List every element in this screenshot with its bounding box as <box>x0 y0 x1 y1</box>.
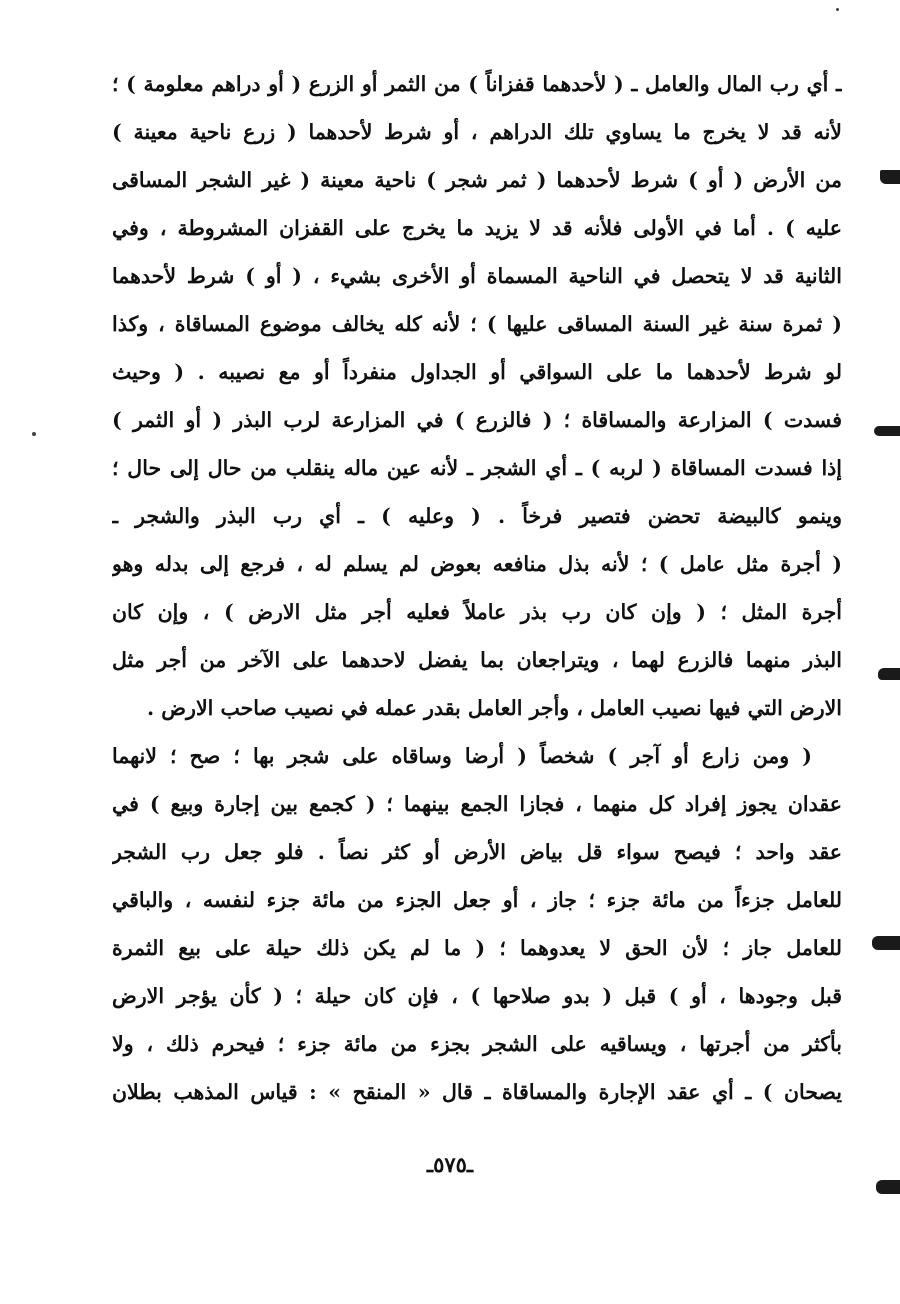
text-line: الثانية قد لا يتحصل في الناحية المسماة أو الأخرى بشيء ، ( أو ) شرط لأحدهما <box>112 264 842 288</box>
text-line: من الأرض ( أو ) شرط لأحدهما ( ثمر شجر ) ناحية معينة ( غير الشجر المساقى <box>112 168 842 192</box>
text-line: عليه ) . أما في الأولى فلأنه قد لا يزيد ما يخرج على القفزان المشروطة ، وفي <box>112 216 842 240</box>
text-line: وينمو كالبيضة تحضن فتصير فرخاً . ( وعليه ) ـ أي رب البذر والشجر ـ <box>112 504 842 528</box>
text-line: البذر منهما فالزرع لهما ، ويتراجعان بما يفضل لاحدهما على الآخر من أجر مثل <box>112 648 842 672</box>
paragraph-start-line: ( ومن زارع أو آجر ) شخصاً ( أرضا وساقاه على شجر بها ؛ صح ؛ لانهما <box>112 744 812 768</box>
binding-edge-mark <box>878 668 900 680</box>
text-line: للعامل جاز ؛ لأن الحق لا يعدوهما ؛ ( ما لم يكن ذلك حيلة على بيع الثمرة <box>112 936 842 960</box>
binding-edge-mark <box>880 170 900 184</box>
text-line: إذا فسدت المساقاة ( لربه ) ـ أي الشجر ـ لأنه عين ماله ينقلب من حال إلى حال ؛ <box>112 456 842 480</box>
text-line: فسدت ) المزارعة والمساقاة ؛ ( فالزرع ) في المزارعة لرب البذر ( أو الثمر ) <box>112 408 842 432</box>
text-line: عقد واحد ؛ فيصح سواء قل بياض الأرض أو كثر نصاً . فلو جعل رب الشجر <box>112 840 842 864</box>
text-line: للعامل جزءاً من مائة جزء ؛ جاز ، أو جعل الجزء من مائة جزء لنفسه ، والباقي <box>112 888 842 912</box>
text-line: ( أجرة مثل عامل ) ؛ لأنه بذل منافعه بعوض لم يسلم له ، فرجع إلى بدله وهو <box>112 552 842 576</box>
text-line: أجرة المثل ؛ ( وإن كان رب بذر عاملاً فعليه أجر مثل الارض ) ، وإن كان <box>112 600 842 624</box>
binding-edge-mark <box>876 1180 900 1194</box>
text-line: لو شرط لأحدهما ما على السواقي أو الجداول منفرداً أو مع نصيبه . ( وحيث <box>112 360 842 384</box>
body-text <box>112 60 842 1116</box>
text-line: ـ أي رب المال والعامل ـ ( لأحدهما قفزاناً ) من الثمر أو الزرع ( أو دراهم معلومة ) ؛ <box>112 72 842 96</box>
text-line: يصحان ) ـ أي عقد الإجارة والمساقاة ـ قال « المنقح » : قياس المذهب بطلان <box>112 1080 842 1104</box>
text-line: عقدان يجوز إفراد كل منهما ، فجازا الجمع بينهما ؛ ( كجمع بين إجارة وبيع ) في <box>112 792 842 816</box>
page-number: ـ٥٧٥ـ <box>426 1152 474 1177</box>
binding-edge-mark <box>872 936 900 950</box>
binding-edge-mark <box>874 426 900 436</box>
text-line: بأكثر من أجرتها ، ويساقيه على الشجر بجزء من مائة جزء ؛ فيحرم ذلك ، ولا <box>112 1032 842 1056</box>
scan-speck <box>836 8 839 11</box>
scan-speck <box>32 432 36 436</box>
paragraph-end-line: الارض التي فيها نصيب العامل ، وأجر العامل بقدر عمله في نصيب صاحب الارض . <box>147 696 842 720</box>
text-line: قبل وجودها ، أو ) قبل ( بدو صلاحها ) ، فإن كان حيلة ؛ ( كأن يؤجر الارض <box>112 984 842 1008</box>
text-line: ( ثمرة سنة غير السنة المساقى عليها ) ؛ لأنه كله يخالف موضوع المساقاة ، وكذا <box>112 312 842 336</box>
text-line: لأنه قد لا يخرج ما يساوي تلك الدراهم ، أو شرط لأحدهما ( زرع ناحية معينة ) <box>112 120 842 144</box>
